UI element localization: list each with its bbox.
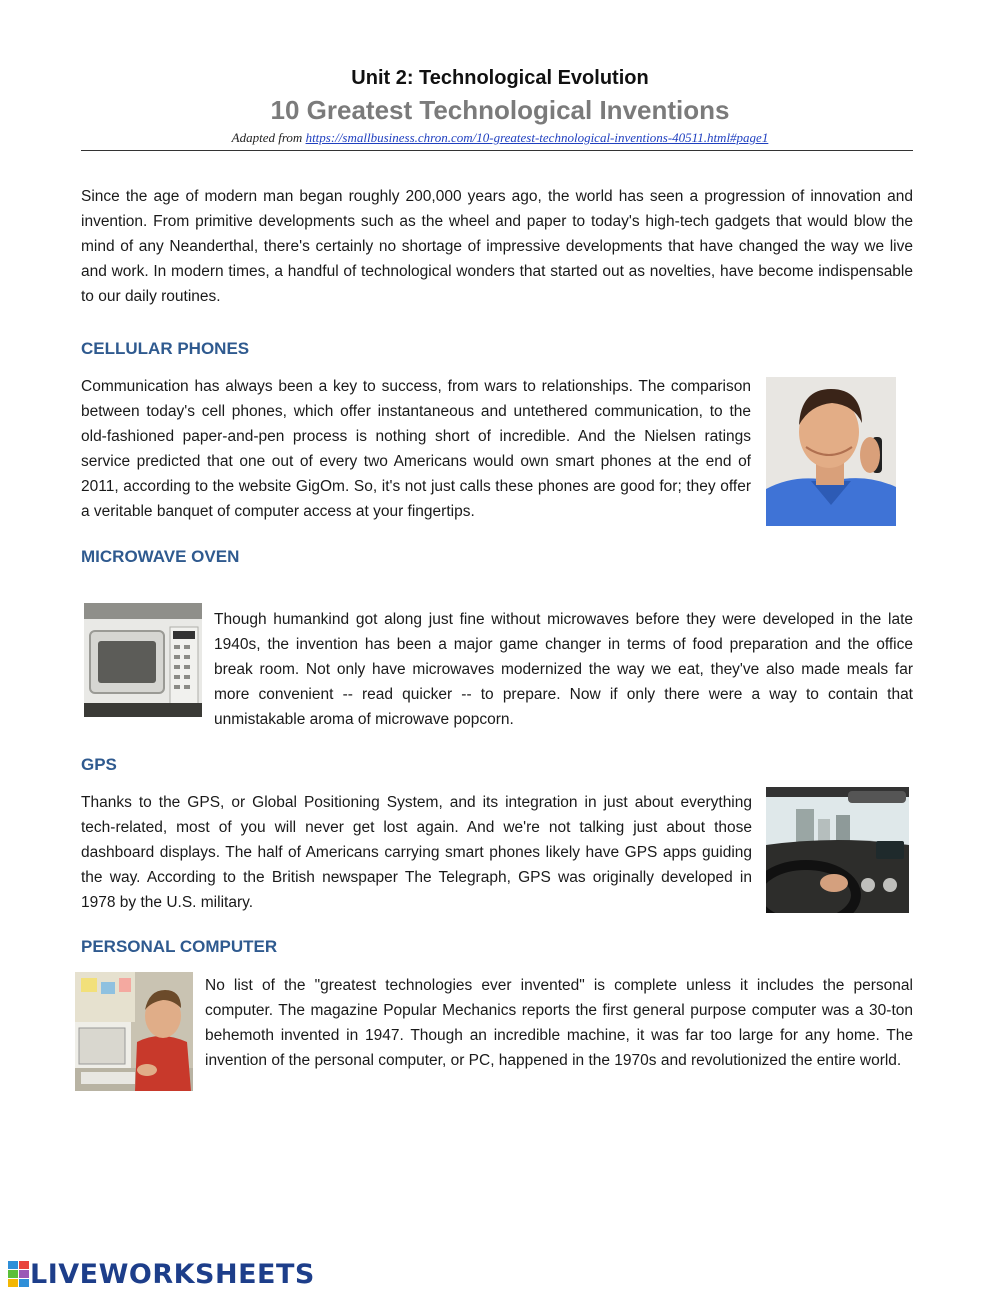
page-title: 10 Greatest Technological Inventions	[270, 95, 730, 125]
liveworksheets-logo[interactable]	[8, 1258, 315, 1290]
paragraph-microwave-oven: Though humankind got along just fine without microwaves before they were developed in the late 1940s, the invention has been a major game changer in terms of food preparation and the office break room. Not only have microwaves modernized the way we eat, they've also made meals far more convenient -- read quicker -- to prepare. Now if only there were a way to contain that unmistakable aroma of microwave popcorn.	[214, 611, 913, 728]
heading-personal-computer: PERSONAL COMPUTER	[81, 937, 278, 956]
paragraph-cellular-phones: Communication has always been a key to success, from wars to relationships. The comparison between today's cell phones, which offer instantaneous and untethered communication, to the old-fashioned paper-and-pen process is nothing short of incredible. And the Nielsen ratings service predicted that one out of every two Americans would own smart phones at the end of 2011, according to the website GigOm. So, it's not just calls these phones are good for; they offer a veritable banquet of computer access at your fingertips.	[81, 378, 751, 520]
liveworksheets-logo-icon	[8, 1261, 30, 1287]
microwave-image	[84, 603, 202, 717]
paragraph-personal-computer: No list of the "greatest technologies ever invented" is complete unless it includes the personal computer. The magazine Popular Mechanics reports the first general purpose computer was a 30-ton behemoth invented in 1947. Though an incredible machine, it was far too large for any home. The invention of the personal computer, or PC, happened in the 1970s and revolutionized the entire world.	[205, 977, 913, 1069]
header-divider	[81, 150, 913, 151]
source-attribution	[0, 130, 1000, 146]
source-link[interactable]: https://smallbusiness.chron.com/10-greatest-technological-inventions-40511.html#page1	[305, 130, 769, 145]
heading-microwave-oven: MICROWAVE OVEN	[81, 547, 240, 566]
adapted-prefix: Adapted from	[231, 130, 303, 145]
heading-cellular-phones: CELLULAR PHONES	[81, 339, 250, 358]
personal-computer-image	[75, 972, 193, 1091]
liveworksheets-logo-text: LIVEWORKSHEETS	[30, 1258, 315, 1290]
intro-paragraph: Since the age of modern man began roughly 200,000 years ago, the world has seen a progression of innovation and invention. From primitive developments such as the wheel and paper to today's high-tech gadgets that would blow the mind of any Neanderthal, there's certainly no shortage of impressive developments that have changed the way we live and work. In modern times, a handful of technological wonders that started out as novelties, have become indispensable to our daily routines.	[81, 188, 913, 305]
gps-car-dashboard-image	[766, 787, 909, 913]
heading-gps: GPS	[81, 755, 117, 774]
cellphone-man-image	[766, 377, 896, 526]
unit-title: Unit 2: Technological Evolution	[351, 67, 649, 89]
paragraph-gps: Thanks to the GPS, or Global Positioning System, and its integration in just about everything tech-related, most of you will never get lost again. And we're not talking just about those dashboard displays. The half of Americans carrying smart phones likely have GPS apps guiding the way. According to the British newspaper The Telegraph, GPS was originally developed in 1978 by the U.S. military.	[81, 794, 752, 911]
